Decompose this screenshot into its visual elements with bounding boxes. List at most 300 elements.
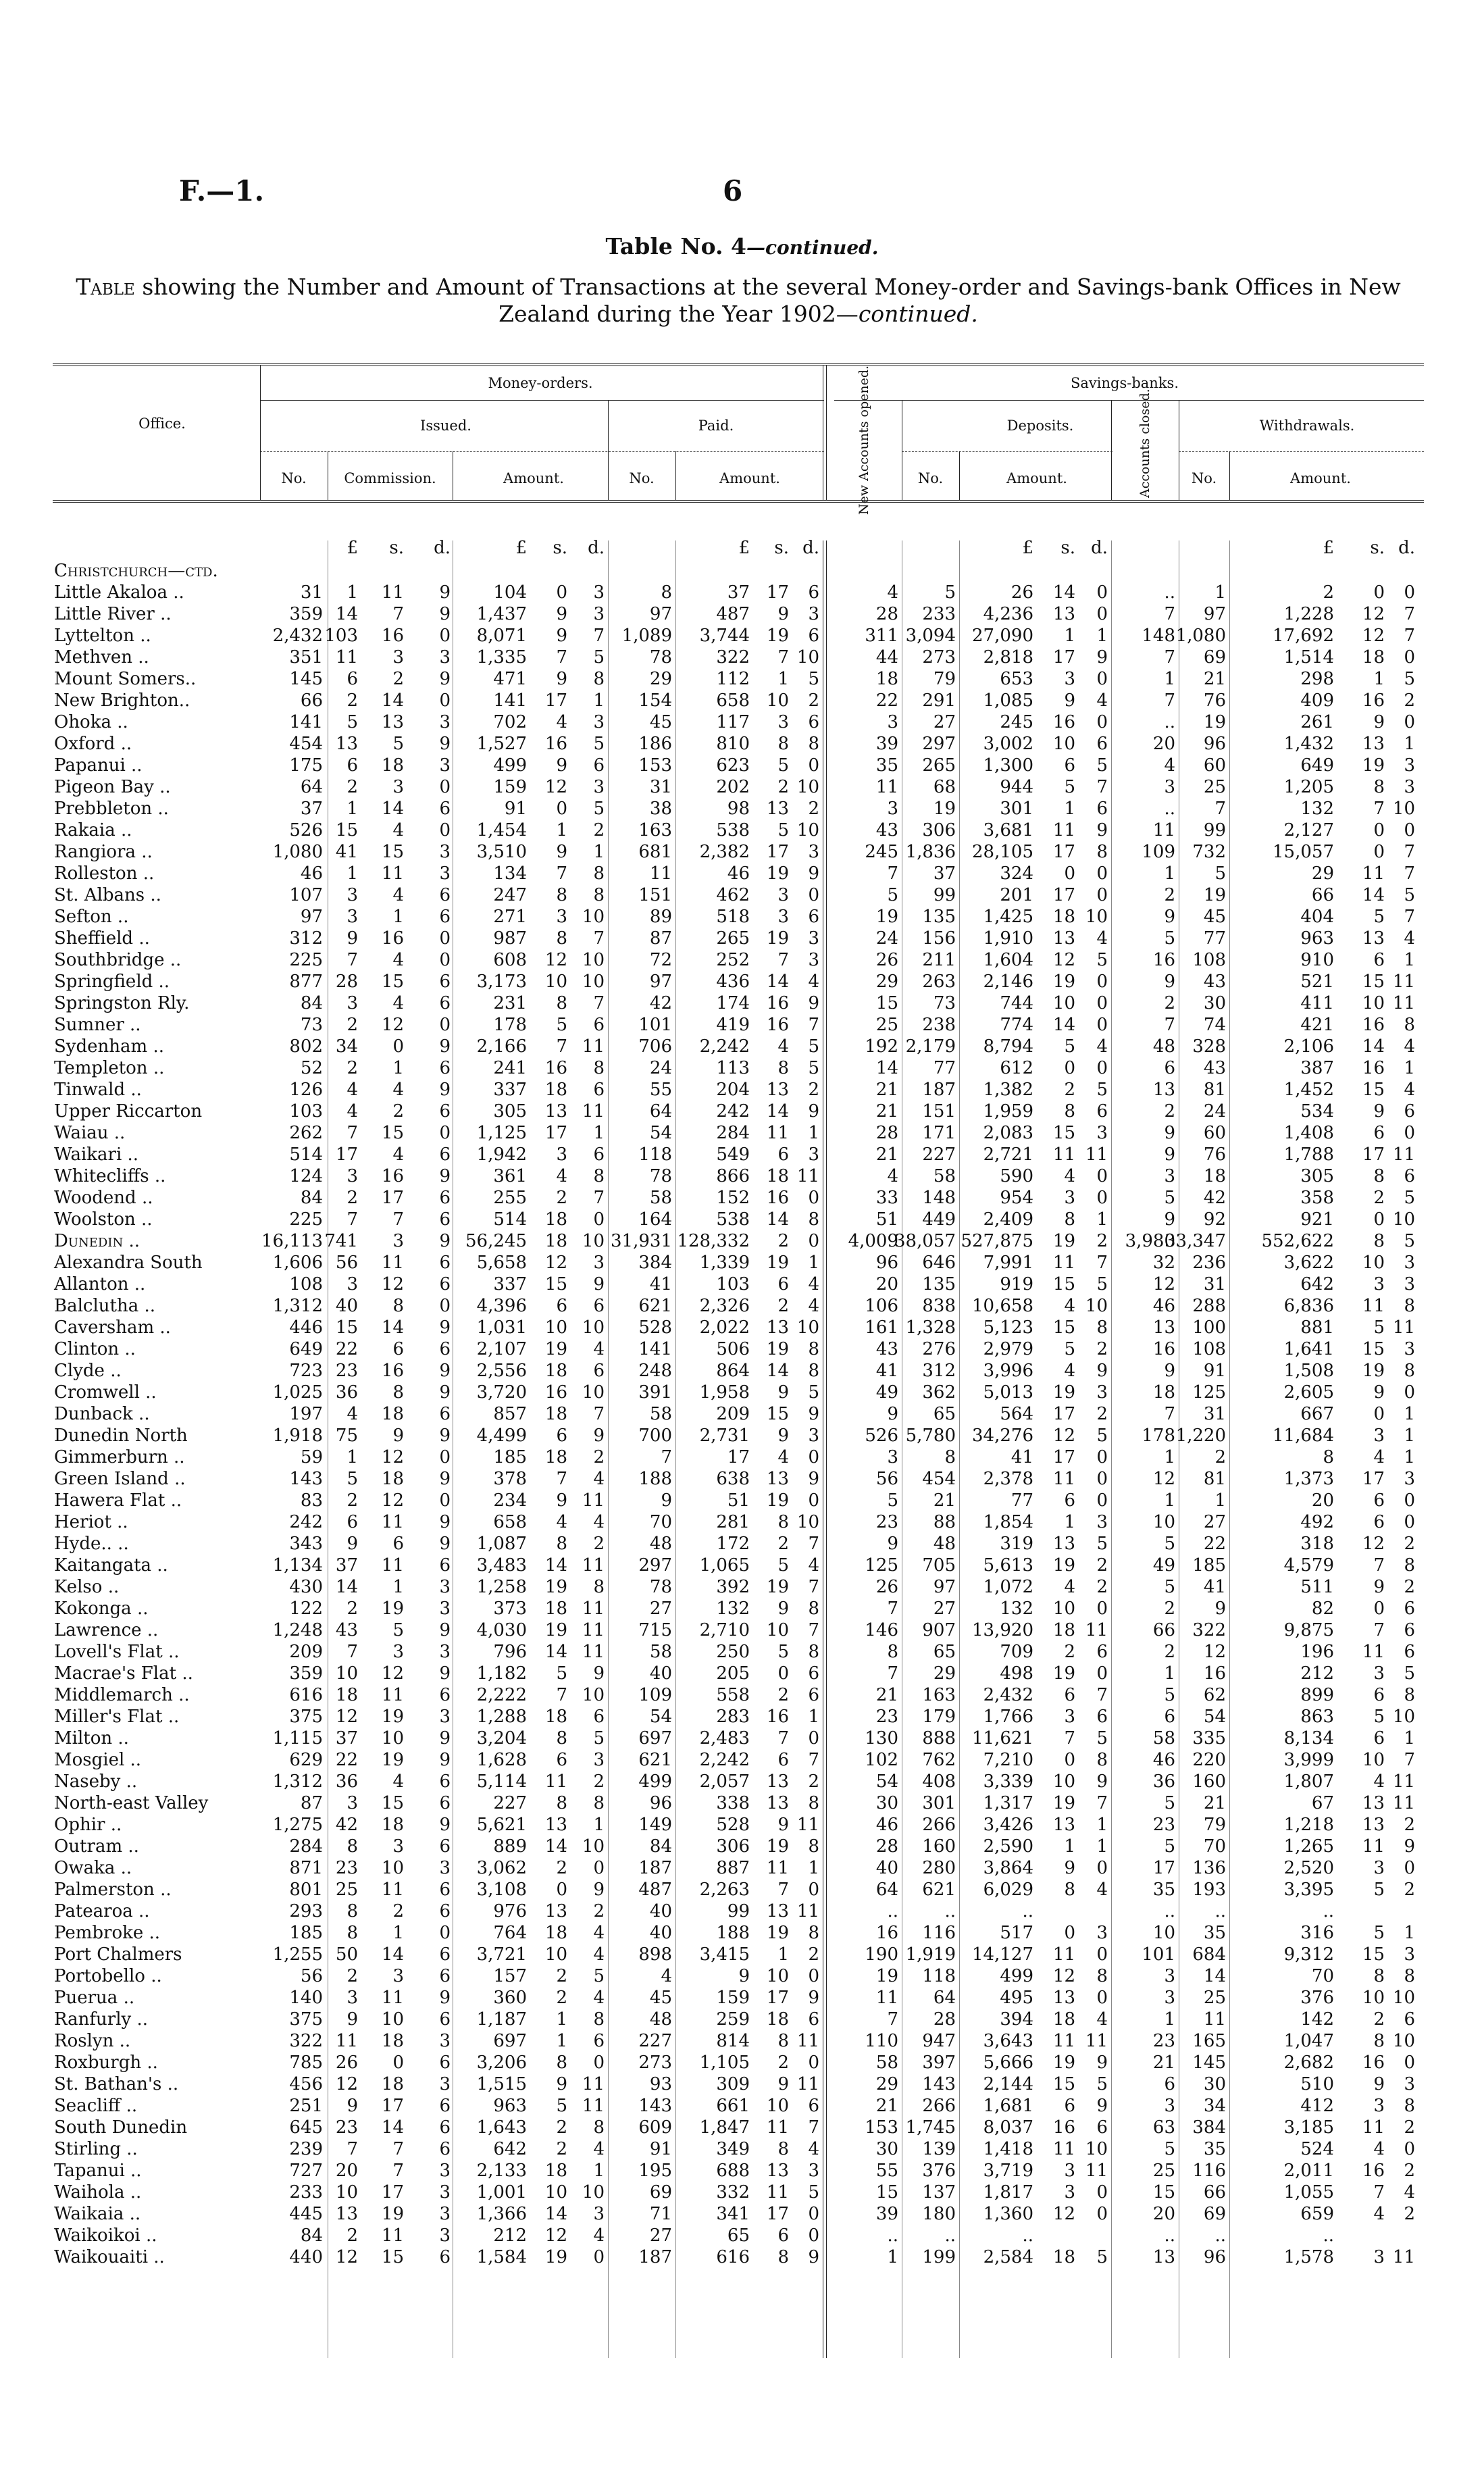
cell-c-l: 8 xyxy=(347,1901,358,1921)
cell-i-no: 140 xyxy=(289,1988,323,2008)
currency-unit-s: s. xyxy=(1370,538,1385,558)
cell-a-d: 6 xyxy=(593,755,605,776)
cell-a-s: 19 xyxy=(544,1577,567,1597)
cell-p-l: 51 xyxy=(727,1490,750,1511)
table-row xyxy=(0,1533,1484,1555)
cell-a-d: 7 xyxy=(593,1188,605,1208)
cell-p-l: 252 xyxy=(716,950,750,970)
cell-a-d: 4 xyxy=(593,2225,605,2246)
cell-w-d: 7 xyxy=(1404,907,1415,927)
cell-p-d: 0 xyxy=(808,1880,819,1900)
cell-dep-d: 7 xyxy=(1096,1253,1108,1273)
cell-c-d: 6 xyxy=(439,1188,451,1208)
cell-dep-s: 6 xyxy=(1064,1685,1075,1705)
cell-new: 54 xyxy=(875,1771,898,1792)
cell-p-s: 16 xyxy=(766,993,789,1013)
cell-dep-s: 12 xyxy=(1052,950,1075,970)
cell-a-s: 18 xyxy=(544,1231,567,1251)
cell-w-s: 11 xyxy=(1362,2117,1385,2138)
cell-a-d: 6 xyxy=(593,1144,605,1165)
cell-i-no: 31 xyxy=(300,582,323,603)
cell-c-l: 1 xyxy=(347,1447,358,1467)
cell-dep-no: 199 xyxy=(922,2247,956,2267)
cell-dep-l: 7,991 xyxy=(983,1253,1033,1273)
cell-p-d: 0 xyxy=(808,1966,819,1986)
cell-c-l: 2 xyxy=(347,1015,358,1035)
cell-w-s: 3 xyxy=(1373,1858,1385,1878)
cell-p-s: 6 xyxy=(777,2225,789,2246)
cell-closed: 3 xyxy=(1164,1966,1175,1986)
cell-c-d: 6 xyxy=(439,993,451,1013)
cell-closed: 46 xyxy=(1152,1296,1175,1316)
cell-dep-s: 0 xyxy=(1064,1923,1075,1943)
cell-w-d: 6 xyxy=(1404,2009,1415,2030)
cell-c-s: 9 xyxy=(392,1426,404,1446)
cell-w-l: 20 xyxy=(1311,1490,1334,1511)
cell-c-d: 6 xyxy=(439,1944,451,1965)
office-name: Heriot .. xyxy=(54,1512,128,1532)
cell-a-l: 5,658 xyxy=(476,1253,527,1273)
cell-c-d: 9 xyxy=(439,1036,451,1057)
cell-new: 7 xyxy=(887,2009,898,2030)
cell-a-l: 185 xyxy=(493,1447,527,1467)
currency-unit-s: s. xyxy=(1060,538,1075,558)
cell-p-no: 227 xyxy=(638,2031,672,2051)
cell-w-d: 10 xyxy=(1392,1707,1415,1727)
cell-w-no: 30 xyxy=(1203,993,1226,1013)
cell-dep-d: 8 xyxy=(1096,1750,1108,1770)
cell-p-l: 1,065 xyxy=(699,1555,750,1576)
cell-c-l: 7 xyxy=(347,2139,358,2159)
cell-p-d: 3 xyxy=(808,842,819,862)
cell-dep-no: 888 xyxy=(922,1728,956,1748)
cell-w-no: 335 xyxy=(1192,1728,1226,1748)
cell-w-no: 91 xyxy=(1203,1361,1226,1381)
office-name: Springston Rly. xyxy=(54,993,190,1013)
cell-c-d: 6 xyxy=(439,1144,451,1165)
cell-c-l: 11 xyxy=(335,2031,358,2051)
cell-c-l: 14 xyxy=(335,1577,358,1597)
cell-new: 39 xyxy=(875,2204,898,2224)
cell-p-l: 37 xyxy=(727,582,750,603)
cell-new: 25 xyxy=(875,1015,898,1035)
cell-new: 192 xyxy=(865,1036,898,1057)
cell-closed: 10 xyxy=(1152,1512,1175,1532)
cell-i-no: 46 xyxy=(300,863,323,884)
cell-dep-s: 19 xyxy=(1052,2053,1075,2073)
cell-dep-s: 5 xyxy=(1064,1339,1075,1359)
office-name: Pigeon Bay .. xyxy=(54,777,171,797)
cell-dep-l: 7,210 xyxy=(983,1750,1033,1770)
cell-a-l: 1,942 xyxy=(476,1144,527,1165)
cell-new: 14 xyxy=(875,1058,898,1078)
cell-c-d: 9 xyxy=(439,734,451,754)
cell-a-d: 11 xyxy=(582,2074,605,2094)
cell-new: 8 xyxy=(887,1642,898,1662)
cell-dep-s: 18 xyxy=(1052,2247,1075,2267)
cell-p-s: 16 xyxy=(766,1188,789,1208)
cell-c-l: 22 xyxy=(335,1339,358,1359)
cell-closed: 2 xyxy=(1164,1101,1175,1122)
cell-w-no: 92 xyxy=(1203,1209,1226,1230)
cell-p-d: 0 xyxy=(808,755,819,776)
cell-p-l: 3,415 xyxy=(699,1944,750,1965)
cell-w-l: .. xyxy=(1323,2225,1334,2246)
cell-c-l: 37 xyxy=(335,1728,358,1748)
cell-w-no: 185 xyxy=(1192,1555,1226,1576)
cell-dep-d: 11 xyxy=(1085,2031,1108,2051)
cell-w-l: 667 xyxy=(1300,1404,1334,1424)
cell-i-no: 52 xyxy=(300,1058,323,1078)
cell-new: 4 xyxy=(887,1166,898,1186)
cell-i-no: 225 xyxy=(289,950,323,970)
cell-w-d: 2 xyxy=(1404,2161,1415,2181)
cell-p-s: 13 xyxy=(766,1080,789,1100)
cell-a-l: 1,527 xyxy=(476,734,527,754)
office-name: Palmerston .. xyxy=(54,1880,172,1900)
cell-dep-s: 11 xyxy=(1052,1253,1075,1273)
cell-i-no: 351 xyxy=(289,647,323,668)
cell-w-l: 2,605 xyxy=(1283,1382,1334,1403)
cell-closed: 58 xyxy=(1152,1728,1175,1748)
cell-c-l: 15 xyxy=(335,1317,358,1338)
cell-i-no: 359 xyxy=(289,604,323,624)
cell-dep-d: 1 xyxy=(1096,626,1108,646)
cell-p-l: 132 xyxy=(716,1599,750,1619)
table-row xyxy=(0,798,1484,820)
cell-c-s: 3 xyxy=(392,1231,404,1251)
office-name: Little Akaloa .. xyxy=(54,582,184,603)
cell-c-s: 8 xyxy=(392,1382,404,1403)
cell-a-d: 8 xyxy=(593,1058,605,1078)
cell-c-s: 11 xyxy=(381,2225,404,2246)
table-row xyxy=(0,928,1484,949)
cell-dep-s: 19 xyxy=(1052,1382,1075,1403)
cell-new: 102 xyxy=(865,1750,898,1770)
cell-new: 23 xyxy=(875,1707,898,1727)
cell-a-s: 6 xyxy=(556,1426,567,1446)
cell-dep-no: 238 xyxy=(922,1015,956,1035)
cell-p-l: 349 xyxy=(716,2139,750,2159)
cell-c-s: 17 xyxy=(381,1188,404,1208)
cell-p-s: 7 xyxy=(777,1880,789,1900)
cell-p-s: 2 xyxy=(777,1231,789,1251)
cell-c-s: 4 xyxy=(392,1080,404,1100)
cell-new: 110 xyxy=(865,2031,898,2051)
cell-dep-l: 2,432 xyxy=(983,1685,1033,1705)
cell-i-no: 225 xyxy=(289,1209,323,1230)
cell-a-l: 987 xyxy=(493,928,527,949)
cell-c-s: 11 xyxy=(381,863,404,884)
cell-dep-l: 499 xyxy=(1000,1966,1033,1986)
cell-closed: 35 xyxy=(1152,1880,1175,1900)
cell-i-no: 242 xyxy=(289,1512,323,1532)
cell-a-l: 2,556 xyxy=(476,1361,527,1381)
cell-p-l: 128,332 xyxy=(677,1231,750,1251)
cell-w-d: 0 xyxy=(1404,1382,1415,1403)
cell-c-d: 6 xyxy=(439,1771,451,1792)
cell-dep-no: 3,094 xyxy=(905,626,956,646)
cell-c-d: 9 xyxy=(439,1663,451,1684)
cell-a-l: 134 xyxy=(493,863,527,884)
cell-w-s: 3 xyxy=(1373,2096,1385,2116)
cell-p-s: 13 xyxy=(766,1317,789,1338)
cell-c-s: 3 xyxy=(392,647,404,668)
cell-w-d: 7 xyxy=(1404,842,1415,862)
table-row xyxy=(0,841,1484,863)
cell-p-d: 3 xyxy=(808,950,819,970)
cell-c-l: 4 xyxy=(347,1101,358,1122)
cell-closed: 36 xyxy=(1152,1771,1175,1792)
cell-c-d: 0 xyxy=(439,1923,451,1943)
cell-i-no: 514 xyxy=(289,1144,323,1165)
office-name: Waikoikoi .. xyxy=(54,2225,157,2246)
cell-a-l: 702 xyxy=(493,712,527,732)
cell-c-d: 9 xyxy=(439,1988,451,2008)
cell-p-no: 528 xyxy=(638,1317,672,1338)
cell-p-no: 8 xyxy=(661,582,672,603)
cell-p-d: 6 xyxy=(808,1663,819,1684)
cell-p-l: 436 xyxy=(716,972,750,992)
cell-c-l: 23 xyxy=(335,1361,358,1381)
cell-c-l: 9 xyxy=(347,1534,358,1554)
cell-a-d: 8 xyxy=(593,885,605,905)
cell-a-l: 337 xyxy=(493,1080,527,1100)
cell-p-d: 11 xyxy=(796,1815,819,1835)
cell-w-s: 0 xyxy=(1373,842,1385,862)
cell-dep-d: 0 xyxy=(1096,863,1108,884)
cell-new: .. xyxy=(887,2225,898,2246)
cell-dep-no: 838 xyxy=(922,1296,956,1316)
cell-p-s: 9 xyxy=(777,604,789,624)
table-row xyxy=(0,1641,1484,1663)
currency-unit-pound: £ xyxy=(1323,538,1334,558)
cell-p-d: 3 xyxy=(808,1426,819,1446)
cell-w-l: 82 xyxy=(1311,1599,1334,1619)
cell-p-no: 273 xyxy=(638,2053,672,2073)
cell-w-s: 2 xyxy=(1373,2009,1385,2030)
cell-w-no: 43 xyxy=(1203,1058,1226,1078)
table-row xyxy=(0,582,1484,603)
cell-new: 9 xyxy=(887,1534,898,1554)
cell-a-s: 18 xyxy=(544,1080,567,1100)
cell-p-no: 11 xyxy=(649,863,672,884)
cell-c-d: 0 xyxy=(439,1490,451,1511)
cell-w-d: 3 xyxy=(1404,1339,1415,1359)
cell-w-s: 16 xyxy=(1362,690,1385,711)
cell-dep-s: 19 xyxy=(1052,1555,1075,1576)
cell-dep-l: 3,426 xyxy=(983,1815,1033,1835)
cell-p-no: 151 xyxy=(638,885,672,905)
cell-new: 58 xyxy=(875,2053,898,2073)
cell-new: 125 xyxy=(865,1555,898,1576)
cell-dep-s: 7 xyxy=(1064,1728,1075,1748)
cell-dep-d: 7 xyxy=(1096,1685,1108,1705)
cell-w-s: 0 xyxy=(1373,1599,1385,1619)
cell-i-no: 877 xyxy=(289,972,323,992)
cell-c-l: 2 xyxy=(347,1058,358,1078)
cell-a-d: 10 xyxy=(582,1685,605,1705)
cell-dep-l: 41 xyxy=(1010,1447,1033,1467)
cell-dep-no: 65 xyxy=(933,1642,956,1662)
office-name: Little River .. xyxy=(54,604,172,624)
cell-p-d: 0 xyxy=(808,1490,819,1511)
cell-dep-d: 6 xyxy=(1096,2117,1108,2138)
cell-w-d: 1 xyxy=(1404,1058,1415,1078)
cell-a-s: 10 xyxy=(544,2182,567,2203)
cell-a-s: 2 xyxy=(556,1188,567,1208)
cell-w-d: 6 xyxy=(1404,1166,1415,1186)
cell-dep-d: 0 xyxy=(1096,1663,1108,1684)
col-office: Office. xyxy=(138,416,186,432)
cell-a-s: 7 xyxy=(556,1469,567,1489)
cell-c-s: 18 xyxy=(381,1469,404,1489)
cell-p-s: 2 xyxy=(777,777,789,797)
cell-a-d: 7 xyxy=(593,1404,605,1424)
cell-i-no: 175 xyxy=(289,755,323,776)
cell-w-no: 193 xyxy=(1192,1880,1226,1900)
cell-closed: .. xyxy=(1164,1901,1175,1921)
cell-w-no: 220 xyxy=(1192,1750,1226,1770)
cell-p-l: 9 xyxy=(738,1966,750,1986)
cell-dep-l: 394 xyxy=(1000,2009,1033,2030)
cell-dep-d: 4 xyxy=(1096,928,1108,949)
cell-w-d: 0 xyxy=(1404,820,1415,840)
cell-dep-s: 1 xyxy=(1064,626,1075,646)
cell-dep-l: 319 xyxy=(1000,1534,1033,1554)
cell-p-d: 7 xyxy=(808,1534,819,1554)
cell-p-s: 7 xyxy=(777,647,789,668)
cell-dep-d: 11 xyxy=(1085,2161,1108,2181)
cell-dep-l: 944 xyxy=(1000,777,1033,797)
cell-a-s: 5 xyxy=(556,2096,567,2116)
table-row xyxy=(0,1987,1484,2009)
office-name: Rakaia .. xyxy=(54,820,132,840)
cell-dep-l: 653 xyxy=(1000,669,1033,689)
office-name: Waiau .. xyxy=(54,1123,126,1143)
cell-c-s: 18 xyxy=(381,1404,404,1424)
col-paid-amount: Amount. xyxy=(719,470,780,486)
table-row xyxy=(0,2117,1484,2138)
cell-w-s: 12 xyxy=(1362,626,1385,646)
table-row xyxy=(0,1230,1484,1252)
cell-p-l: 538 xyxy=(716,1209,750,1230)
office-name: Mount Somers.. xyxy=(54,669,197,689)
cell-w-d: 4 xyxy=(1404,1036,1415,1057)
cell-p-s: 8 xyxy=(777,2031,789,2051)
cell-closed: 101 xyxy=(1142,1944,1175,1965)
cell-dep-s: 17 xyxy=(1052,842,1075,862)
table-row xyxy=(0,949,1484,971)
cell-dep-d: 4 xyxy=(1096,2009,1108,2030)
cell-c-s: 8 xyxy=(392,1296,404,1316)
cell-closed: 1 xyxy=(1164,1490,1175,1511)
cell-w-l: 9,312 xyxy=(1283,1944,1334,1965)
cell-dep-s: 15 xyxy=(1052,1123,1075,1143)
cell-dep-s: 17 xyxy=(1052,647,1075,668)
cell-dep-l: 3,339 xyxy=(983,1771,1033,1792)
cell-i-no: 97 xyxy=(300,907,323,927)
cell-p-l: 259 xyxy=(716,2009,750,2030)
cell-i-no: 1,255 xyxy=(272,1944,323,1965)
cell-c-l: 7 xyxy=(347,1209,358,1230)
cell-w-l: 412 xyxy=(1300,2096,1334,2116)
cell-dep-d: 3 xyxy=(1096,1512,1108,1532)
cell-a-d: 4 xyxy=(593,2139,605,2159)
cell-i-no: 83 xyxy=(300,1490,323,1511)
office-name: Waikouaiti .. xyxy=(54,2247,165,2267)
cell-a-d: 6 xyxy=(593,1080,605,1100)
cell-new: 7 xyxy=(887,1663,898,1684)
cell-c-d: 6 xyxy=(439,2247,451,2267)
cell-i-no: 1,312 xyxy=(272,1771,323,1792)
cell-c-l: 34 xyxy=(335,1036,358,1057)
cell-dep-no: 180 xyxy=(922,2204,956,2224)
cell-dep-l: 1,317 xyxy=(983,1793,1033,1813)
cell-c-l: 28 xyxy=(335,972,358,992)
cell-dep-s: 14 xyxy=(1052,582,1075,603)
cell-i-no: 440 xyxy=(289,2247,323,2267)
cell-dep-d: 0 xyxy=(1096,604,1108,624)
cell-a-l: 378 xyxy=(493,1469,527,1489)
cell-p-d: 6 xyxy=(808,1685,819,1705)
cell-p-d: 0 xyxy=(808,2225,819,2246)
cell-c-d: 9 xyxy=(439,1317,451,1338)
cell-dep-no: 1,328 xyxy=(905,1317,956,1338)
cell-w-no: 136 xyxy=(1192,1858,1226,1878)
currency-unit-d: d. xyxy=(802,538,819,558)
cell-a-d: 10 xyxy=(582,907,605,927)
cell-w-d: 8 xyxy=(1404,1685,1415,1705)
cell-w-l: 1,807 xyxy=(1283,1771,1334,1792)
cell-c-s: 14 xyxy=(381,1317,404,1338)
cell-i-no: 1,312 xyxy=(272,1296,323,1316)
cell-new: 19 xyxy=(875,1966,898,1986)
cell-dep-d: 6 xyxy=(1096,1101,1108,1122)
cell-dep-d: 3 xyxy=(1096,1923,1108,1943)
cell-w-d: 2 xyxy=(1404,690,1415,711)
cell-a-s: 16 xyxy=(544,734,567,754)
cell-dep-s: 18 xyxy=(1052,1620,1075,1640)
cell-dep-no: 156 xyxy=(922,928,956,949)
col-paid: Paid. xyxy=(698,418,734,434)
office-name: Clyde .. xyxy=(54,1361,122,1381)
cell-p-s: 5 xyxy=(777,1642,789,1662)
cell-w-l: 3,395 xyxy=(1283,1880,1334,1900)
cell-a-l: 373 xyxy=(493,1599,527,1619)
cell-w-l: 1,432 xyxy=(1283,734,1334,754)
cell-w-s: 6 xyxy=(1373,1685,1385,1705)
cell-i-no: 56 xyxy=(300,1966,323,1986)
table-row xyxy=(0,1555,1484,1576)
cell-new: 21 xyxy=(875,1101,898,1122)
cell-w-s: 8 xyxy=(1373,1966,1385,1986)
cell-w-s: 8 xyxy=(1373,2031,1385,2051)
cell-p-s: 13 xyxy=(766,1771,789,1792)
cell-p-l: 3,744 xyxy=(699,626,750,646)
table-row xyxy=(0,603,1484,625)
cell-p-d: 1 xyxy=(808,1707,819,1727)
cell-new: 4 xyxy=(887,582,898,603)
cell-new: 16 xyxy=(875,1923,898,1943)
currency-unit-s: s. xyxy=(389,538,404,558)
cell-new: 39 xyxy=(875,734,898,754)
cell-c-d: 0 xyxy=(439,1296,451,1316)
cell-i-no: 430 xyxy=(289,1577,323,1597)
cell-new: 29 xyxy=(875,972,898,992)
cell-p-s: 17 xyxy=(766,842,789,862)
cell-dep-s: 4 xyxy=(1064,1577,1075,1597)
